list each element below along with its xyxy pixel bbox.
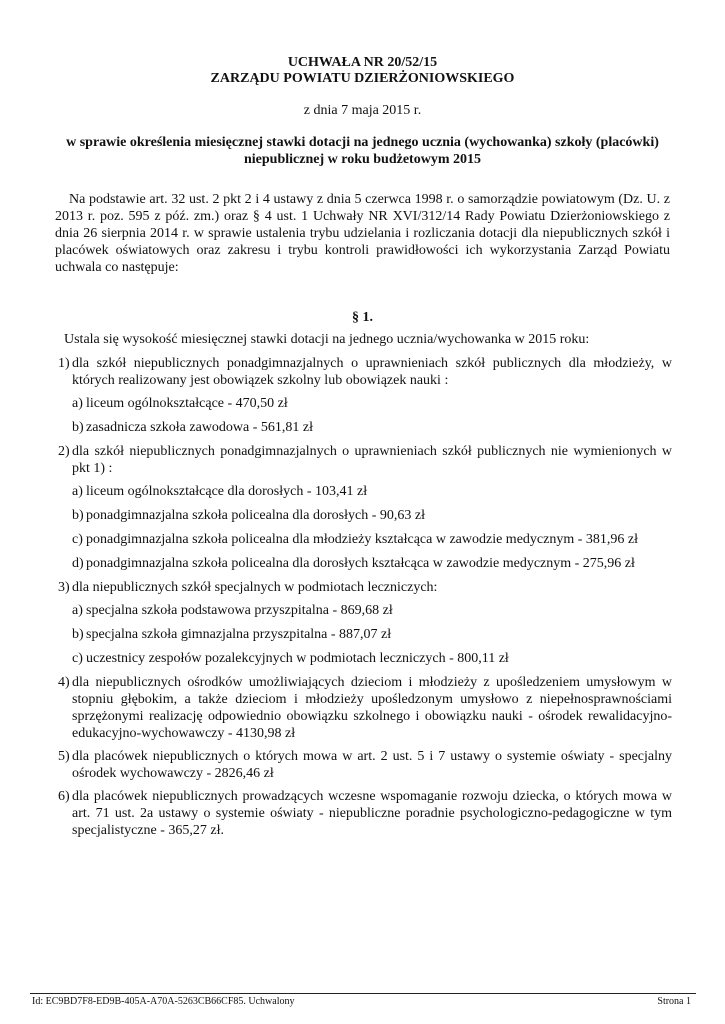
item-number: 1): [58, 356, 70, 371]
item-number: 5): [58, 749, 70, 764]
footer-divider: [30, 993, 696, 994]
subject-line-1: w sprawie określenia miesięcznej stawki dotacji na jednego ucznia (wychowanka) szkoły (placówki): [66, 135, 659, 150]
item-text: dla szkół niepublicznych ponadgimnazjalnych o uprawnieniach szkół publicznych dla młodzieży, w których realizowany jest obowiązek szkolny lub obowiązek nauki :: [72, 356, 672, 388]
title-line-2: ZARZĄDU POWIATU DZIERŻONIOWSKIEGO: [210, 71, 515, 86]
item-number: 3): [58, 580, 70, 595]
subject-line-2: niepublicznej w roku budżetowym 2015: [244, 152, 481, 167]
sub-item-2d: d) ponadgimnazjalna szkoła policealna dla dorosłych kształcąca w zawodzie medycznym - 275,96 zł: [72, 556, 635, 571]
sub-item-2a: a) liceum ogólnokształcące dla dorosłych - 103,41 zł: [72, 484, 368, 499]
sub-item-1b: b) zasadnicza szkoła zawodowa - 561,81 zł: [72, 420, 314, 435]
item-number: 2): [58, 444, 70, 459]
item-text: dla szkół niepublicznych ponadgimnazjalnych o uprawnieniach szkół publicznych nie wymienionych w pkt 1) :: [72, 444, 672, 476]
sub-item-text: liceum ogólnokształcące dla dorosłych - 103,41 zł: [86, 484, 368, 499]
sub-item-text: specjalna szkoła gimnazjalna przyszpitalna - 887,07 zł: [86, 627, 392, 642]
title-line-1: UCHWAŁA NR 20/52/15: [287, 55, 438, 70]
document-title: [0, 55, 725, 87]
list-item-2: [55, 443, 672, 477]
intro-text: Na podstawie art. 32 ust. 2 pkt 2 i 4 ustawy z dnia 5 czerwca 1998 r. o samorządzie powiatowym (Dz. U. z 2013 r. poz. 595 z póź. zm.) oraz § 4 ust. 1 Uchwały NR XVI/312/14 Rady Powiatu Dzierżoniowskiego z dnia 26 sierpnia 2014 r. w sprawie ustalenia trybu udzielania i rozliczania dotacji dla niepublicznych szkół i placówek oświatowych oraz zakresu i trybu kontroli prawidłowości ich wykorzystania Zarząd Powiatu uchwala co następuje:: [55, 192, 670, 275]
sub-item-3a: a) specjalna szkoła podstawowa przyszpitalna - 869,68 zł: [72, 603, 393, 618]
list-item-3: [55, 579, 672, 596]
item-text: dla placówek niepublicznych prowadzących wczesne wspomaganie rozwoju dziecka, o których mowa w art. 71 ust. 2a ustawy o systemie oświaty - niepubliczne poradnie psychologiczno-pedagogiczne w tym specjalistyczne - 365,27 zł.: [72, 789, 672, 838]
sub-item-text: ponadgimnazjalna szkoła policealna dla dorosłych kształcąca w zawodzie medycznym - 275,96 zł: [86, 556, 635, 571]
sub-item-3c: c) uczestnicy zespołów pozalekcyjnych w podmiotach leczniczych - 800,11 zł: [72, 651, 509, 666]
document-date: z dnia 7 maja 2015 r.: [303, 103, 422, 118]
item-number: 4): [58, 675, 70, 690]
item-text: dla placówek niepublicznych o których mowa w art. 2 ust. 5 i 7 ustawy o systemie oświaty - specjalny ośrodek wychowawczy - 2826,46 zł: [72, 749, 672, 781]
item-number: 6): [58, 789, 70, 804]
intro-paragraph: [55, 191, 670, 276]
sub-item-2c: c) ponadgimnazjalna szkoła policealna dla młodzieży kształcąca w zawodzie medycznym - 381,96 zł: [72, 532, 638, 547]
list-item-5: [55, 748, 672, 782]
section-lead: Ustala się wysokość miesięcznej stawki dotacji na jednego ucznia/wychowanka w 2015 roku:: [64, 332, 590, 347]
sub-item-text: uczestnicy zespołów pozalekcyjnych w podmiotach leczniczych - 800,11 zł: [86, 651, 509, 666]
list-item-1: [55, 355, 672, 389]
sub-item-text: zasadnicza szkoła zawodowa - 561,81 zł: [86, 420, 314, 435]
sub-item-text: liceum ogólnokształcące - 470,50 zł: [86, 396, 288, 411]
sub-item-text: specjalna szkoła podstawowa przyszpitalna - 869,68 zł: [86, 603, 393, 618]
list-item-4: [55, 674, 672, 742]
section-mark: § 1.: [352, 310, 373, 325]
document-subject: [60, 134, 665, 168]
sub-item-3b: b) specjalna szkoła gimnazjalna przyszpitalna - 887,07 zł: [72, 627, 392, 642]
footer-document-id: Id: EC9BD7F8-ED9B-405A-A70A-5263CB66CF85. Uchwalony: [32, 996, 295, 1007]
sub-item-2b: b) ponadgimnazjalna szkoła policealna dla dorosłych - 90,63 zł: [72, 508, 426, 523]
item-text: dla niepublicznych ośrodków umożliwiających dzieciom i młodzieży z upośledzeniem umysłowym w stopniu głębokim, a także dzieciom i młodzieży upośledzonym umysłowo z niepełnosprawnościami sprzężonymi realizację odpowiednio obowiązku szkolnego i obowiązku nauki - ośrodek rewalidacyjno-edukacyjno-wychowawczy - 4130,98 zł: [72, 675, 672, 741]
item-text: dla niepublicznych szkół specjalnych w podmiotach leczniczych:: [72, 580, 438, 595]
footer-page-number: Strona 1: [657, 996, 691, 1007]
sub-item-1a: a) liceum ogólnokształcące - 470,50 zł: [72, 396, 288, 411]
sub-item-text: ponadgimnazjalna szkoła policealna dla dorosłych - 90,63 zł: [86, 508, 426, 523]
list-item-6: [55, 788, 672, 839]
sub-item-text: ponadgimnazjalna szkoła policealna dla młodzieży kształcąca w zawodzie medycznym - 381,96 zł: [86, 532, 638, 547]
section-body: [55, 331, 672, 845]
